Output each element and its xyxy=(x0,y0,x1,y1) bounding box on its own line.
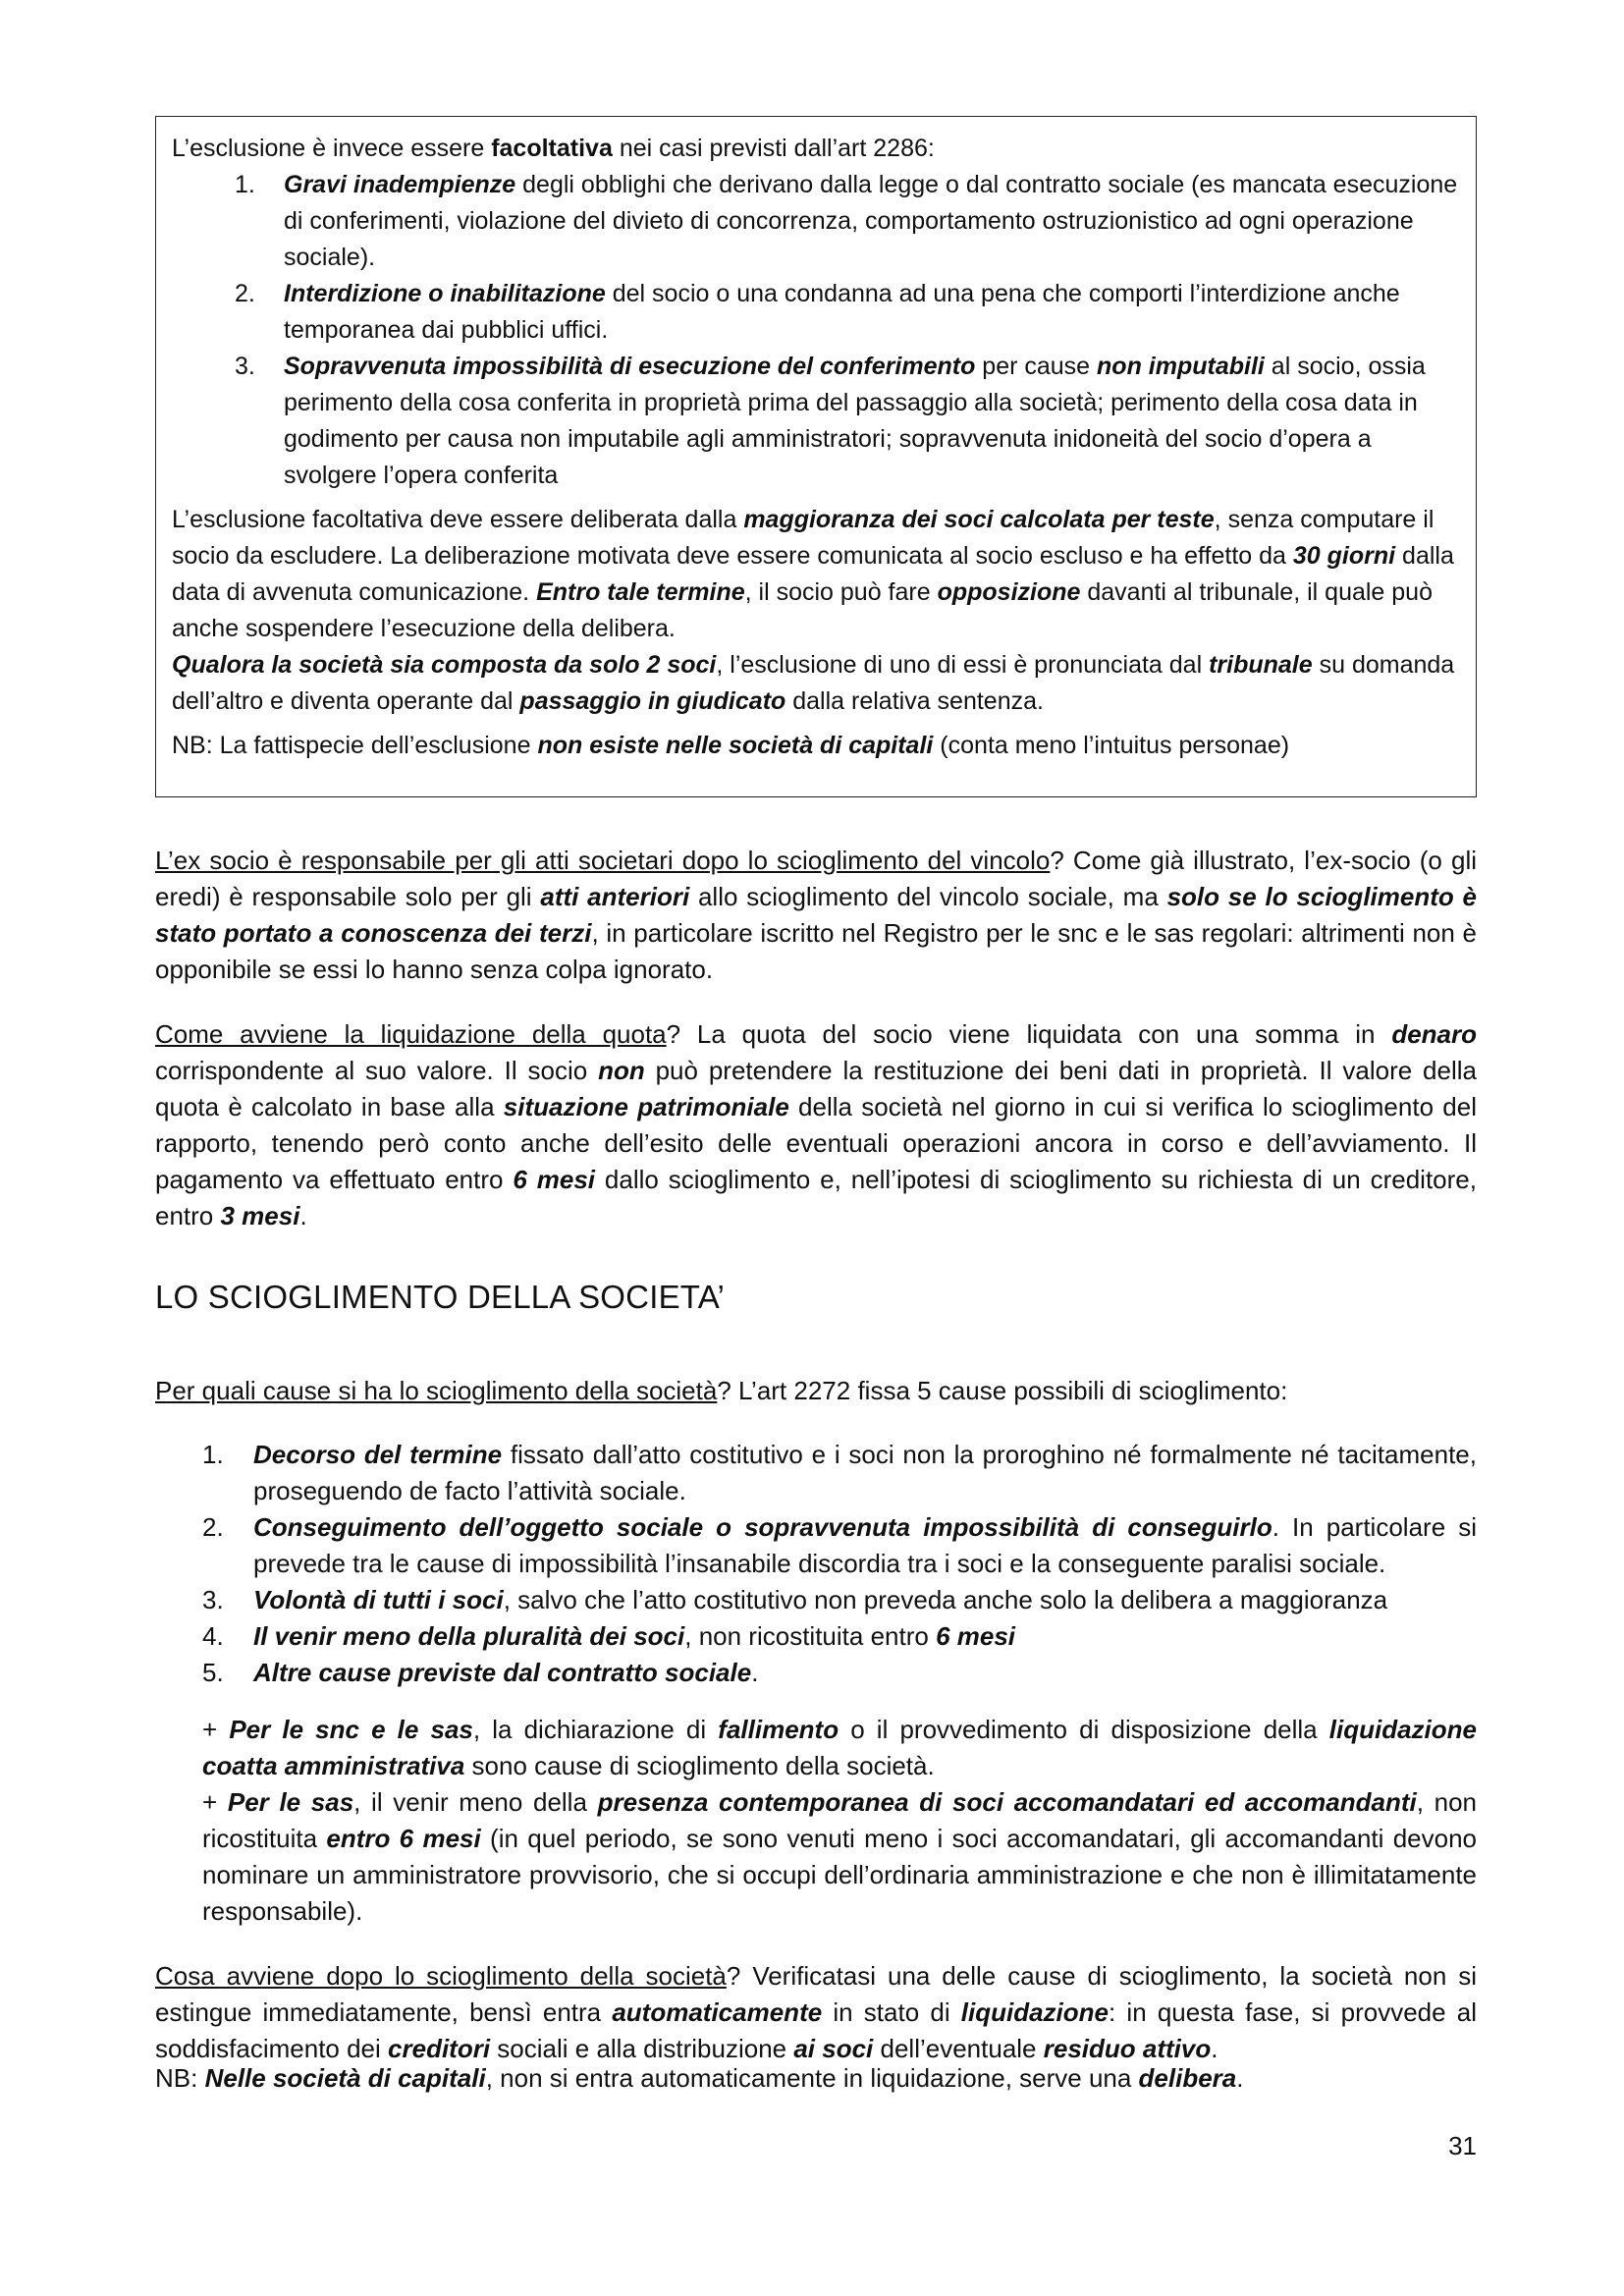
list-item: 5. Altre cause previste dal contratto sociale. xyxy=(202,1658,759,1687)
exsocio-paragraph: L’ex socio è responsabile per gli atti societari dopo lo scioglimento del vincolo? Come già illustrato, l’ex-socio (o gli eredi) è responsabile solo per gli atti anteriori allo scioglimento del vincolo sociale, ma solo se lo scioglimento è stato portato a conoscenza dei terzi, in particolare iscritto nel Registro per le snc e le sas regolari: altrimenti non è opponibile se essi lo hanno senza colpa ignorato. xyxy=(155,846,1478,984)
box-paragraph: Qualora la società sia composta da solo 2 soci, l’esclusione di uno di essi è pronunciata dal tribunale su domanda dell’altro e diventa operante dal passaggio in giudicato dalla relativa sentenza. xyxy=(172,651,1455,715)
plus-note-sas: + Per le sas, il venir meno della presenza contemporanea di soci accomandatari ed accomandanti, non ricostituita entro 6 mesi (in quel periodo, se sono venuti meno i soci accomandatari, gli accomandanti devono nominare un amministratore provvisorio, che si occupi dell’ordinaria amministrazione e che non è illimitatamente responsabile). xyxy=(202,1787,1478,1926)
list-item: 3. Volontà di tutti i soci, salvo che l’atto costitutivo non preveda anche solo la delibera a maggioranza xyxy=(202,1585,1388,1614)
list-item: 2. Conseguimento dell’oggetto sociale o sopravvenuta impossibilità di conseguirlo. In particolare si prevede tra le cause di impossibilità l’insanabile discordia tra i soci e la conseguente paralisi sociale. xyxy=(202,1512,1477,1578)
cause-list xyxy=(155,1437,1477,1691)
cause-paragraph: Per quali cause si ha lo scioglimento della società? L’art 2272 fissa 5 cause possibili di scioglimento: xyxy=(155,1376,1288,1405)
section-heading: LO SCIOGLIMENTO DELLA SOCIETA’ xyxy=(155,1279,725,1315)
exclusion-box xyxy=(155,116,1477,797)
list-item: 3. Sopravvenuta impossibilità di esecuzione del conferimento per cause non imputabili al socio, ossia perimento della cosa conferita in proprietà prima del passaggio alla società; perimento della cosa data in godimento per causa non imputabile agli amministratori; sopravvenuta inidoneità del socio d’opera a svolgere l’opera conferita xyxy=(235,353,1426,489)
dopo-paragraph: Cosa avviene dopo lo scioglimento della società? Verificatasi una delle cause di scioglimento, la società non si estingue immediatamente, bensì entra automaticamente in stato di liquidazione: in questa fase, si provvede al soddisfacimento dei creditori sociali e alla distribuzione ai soci dell’eventuale residuo attivo. xyxy=(155,1961,1478,2063)
list-item: 1. Gravi inadempienze degli obblighi che derivano dalla legge o dal contratto sociale (es mancata esecuzione di conferimenti, violazione del divieto di concorrenza, comportamento ostruzionistico ad ogni operazione sociale). xyxy=(235,171,1458,271)
list-item: 1. Decorso del termine fissato dall’atto costitutivo e i soci non la proroghino né formalmente né tacitamente, proseguendo de facto l’attività sociale. xyxy=(202,1440,1477,1505)
final-note: NB: Nelle società di capitali, non si entra automaticamente in liquidazione, serve una delibera. xyxy=(155,2063,1244,2093)
plus-note-snc-sas: + Per le snc e le sas, la dichiarazione di fallimento o il provvedimento di disposizione della liquidazione coatta amministrativa sono cause di scioglimento della società. xyxy=(202,1715,1477,1780)
page-number: 31 xyxy=(1448,2131,1477,2160)
list-item: 2. Interdizione o inabilitazione del socio o una condanna ad una pena che comporti l’interdizione anche temporanea dai pubblici uffici. xyxy=(235,280,1400,344)
list-item: 4. Il venir meno della pluralità dei soci, non ricostituita entro 6 mesi xyxy=(202,1621,1016,1651)
box-note: NB: La fattispecie dell’esclusione non esiste nelle società di capitali (conta meno l’intuitus personae) xyxy=(172,732,1290,759)
exclusion-list xyxy=(172,167,1460,494)
box-paragraph: L’esclusione facoltativa deve essere deliberata dalla maggioranza dei soci calcolata per teste, senza computare il socio da escludere. La deliberazione motivata deve essere comunicata al socio escluso e ha effetto da 30 giorni dalla data di avvenuta comunicazione. Entro tale termine, il socio può fare opposizione davanti al tribunale, il quale può anche sospendere l’esecuzione della delibera. xyxy=(172,506,1454,642)
liquidazione-paragraph: Come avviene la liquidazione della quota? La quota del socio viene liquidata con una somma in denaro corrispondente al suo valore. Il socio non può pretendere la restituzione dei beni dati in proprietà. Il valore della quota è calcolato in base alla situazione patrimoniale della società nel giorno in cui si verifica lo scioglimento del rapporto, tenendo però conto anche dell’esito delle eventuali operazioni ancora in corso e dell’avviamento. Il pagamento va effettuato entro 6 mesi dallo scioglimento e, nell’ipotesi di scioglimento su richiesta di un creditore, entro 3 mesi. xyxy=(155,1019,1477,1230)
box-intro: L’esclusione è invece essere facoltativa nei casi previsti dall’art 2286: xyxy=(172,135,935,162)
